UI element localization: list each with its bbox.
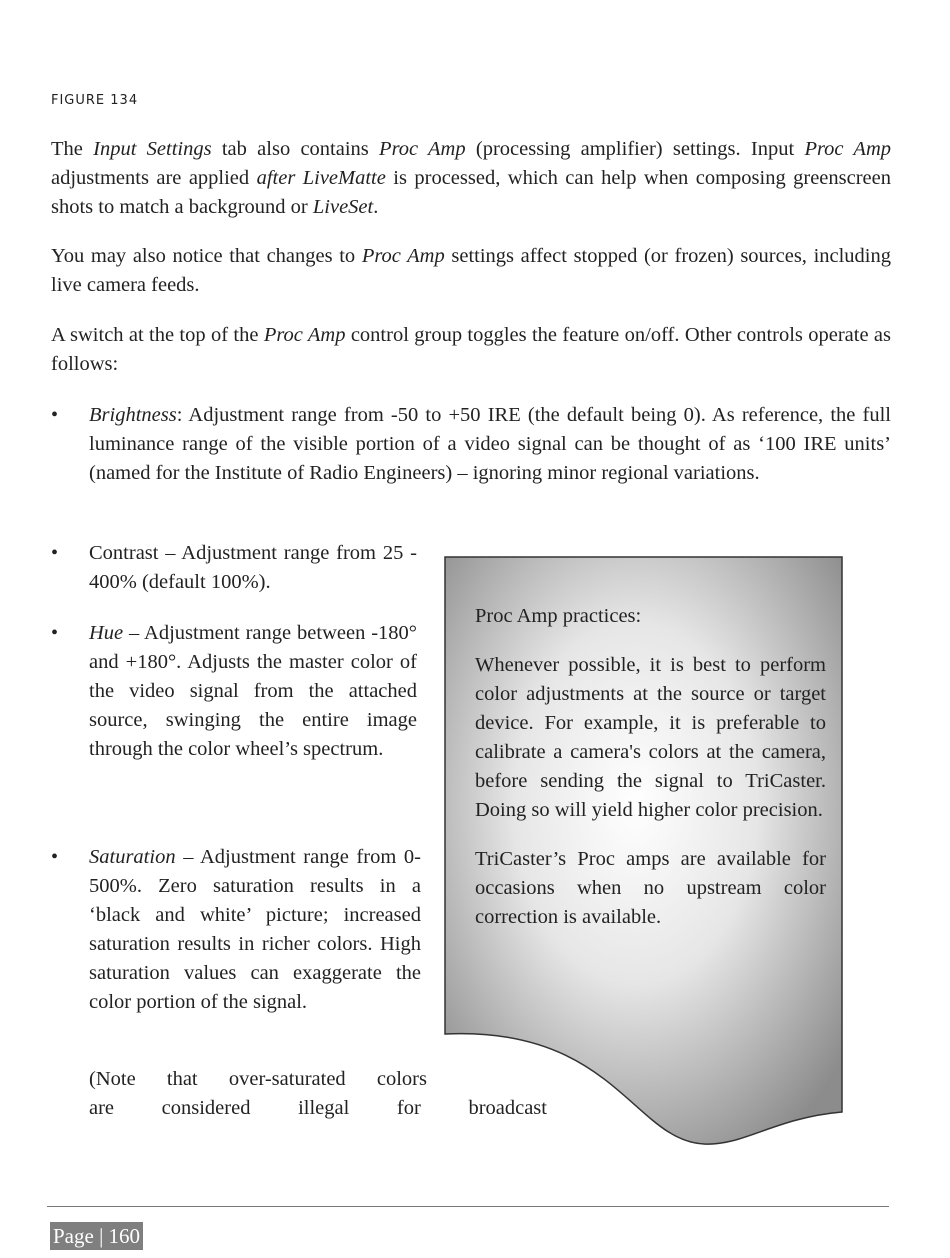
bullet-icon: • xyxy=(51,404,59,426)
paragraph-input-settings: The Input Settings tab also contains Proc Amp (processing amplifier) settings. Input Proc Amp adjustments are applied after LiveMatte is processed, which can help when composing greenscreen shots to match a background or LiveSet. xyxy=(51,138,891,218)
bullet-icon: • xyxy=(51,622,59,644)
figure-caption: FIGURE 134 xyxy=(51,93,139,108)
paragraph-controls-intro: A switch at the top of the Proc Amp control group toggles the feature on/off. Other controls operate as follows: xyxy=(51,324,891,375)
paragraph-frozen-sources: You may also notice that changes to Proc Amp settings affect stopped (or frozen) sources, including live camera feeds. xyxy=(51,245,892,296)
callout-title: Proc Amp practices: xyxy=(475,605,642,627)
bullet-icon: • xyxy=(51,542,59,564)
footer-divider xyxy=(47,1206,889,1207)
bullet-icon: • xyxy=(51,846,59,868)
page-number: Page | 160 xyxy=(50,1222,143,1250)
callout-paragraph-2: TriCaster’s Proc amps are available for occasions when no upstream color correction is available. xyxy=(475,848,826,928)
saturation-note: (Note that over-saturated colors are considered illegal for broadcast xyxy=(89,1068,547,1119)
proc-amp-callout xyxy=(444,556,843,1146)
callout-paragraph-1: Whenever possible, it is best to perform color adjustments at the source or target device. For example, it is preferable to calibrate a camera's colors at the camera, before sending the signal to TriCaster. Doing so will yield higher color precision. xyxy=(475,654,826,821)
